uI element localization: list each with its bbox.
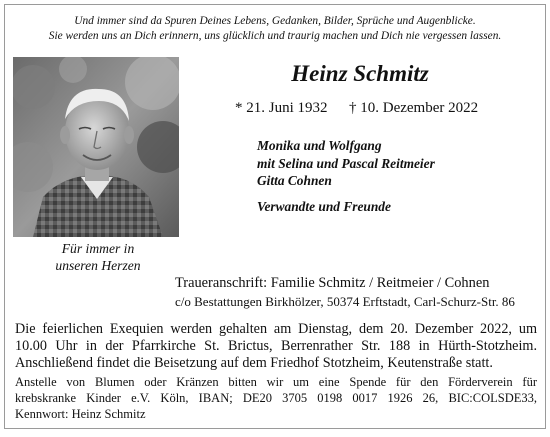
- portrait-photo: [13, 57, 179, 237]
- death-date: † 10. Dezember 2022: [349, 100, 479, 116]
- relatives-line: Verwandte und Freunde: [257, 199, 391, 214]
- donation-line: Kennwort: Heinz Schmitz: [15, 407, 146, 421]
- funeral-service-line: Die feierlichen Exequien werden gehalten am Dienstag, dem 20. Dezember 2022, um: [15, 321, 537, 337]
- intro-verse-line-2: Sie werden uns an Dich erinnern, uns glücklich und traurig machen und Dich nie vergessen lassen.: [48, 30, 502, 42]
- mourning-address-line-2: c/o Bestattungen Birkhölzer, 50374 Erftstadt, Carl-Schurz-Str. 86: [175, 294, 515, 309]
- intro-verse: [5, 14, 545, 44]
- donation-request: [15, 374, 537, 422]
- mourning-address-line-1: Traueranschrift: Familie Schmitz / Reitmeier / Cohnen: [175, 275, 490, 291]
- survivor-line: mit Selina und Pascal Reitmeier: [257, 155, 435, 171]
- photo-caption-line-1: Für immer in: [61, 241, 135, 256]
- intro-verse-line-1: Und immer sind da Spuren Deines Lebens, Gedanken, Bilder, Sprüche und Augenblicke.: [74, 15, 476, 27]
- survivor-line: Gitta Cohnen: [257, 173, 332, 188]
- donation-line: Anstelle von Blumen oder Kränzen bitten wir um eine Spende für den Förderverein für: [15, 375, 537, 389]
- donation-line: krebskranke Kinder e.V. Köln, IBAN; DE20 3705 0198 0017 1926 26, BIC:COLSDE33,: [15, 391, 537, 405]
- photo-caption: [33, 241, 163, 274]
- funeral-service-info: [15, 321, 537, 372]
- funeral-service-line: Anschließend findet die Beisetzung auf dem Friedhof Stotzheim, Keutenstraße statt.: [15, 355, 493, 371]
- survivors-list: [257, 137, 435, 190]
- funeral-service-line: 10.00 Uhr in der Pfarrkirche St. Brictus, Berrenrather Str. 188 in Hürth-Stotzheim.: [15, 338, 537, 354]
- deceased-name: Heinz Schmitz: [291, 61, 429, 86]
- photo-caption-line-2: unseren Herzen: [55, 257, 141, 273]
- obituary-notice: [4, 4, 546, 429]
- survivor-line: Monika und Wolfgang: [257, 138, 382, 153]
- birth-date: * 21. Juni 1932: [235, 100, 328, 116]
